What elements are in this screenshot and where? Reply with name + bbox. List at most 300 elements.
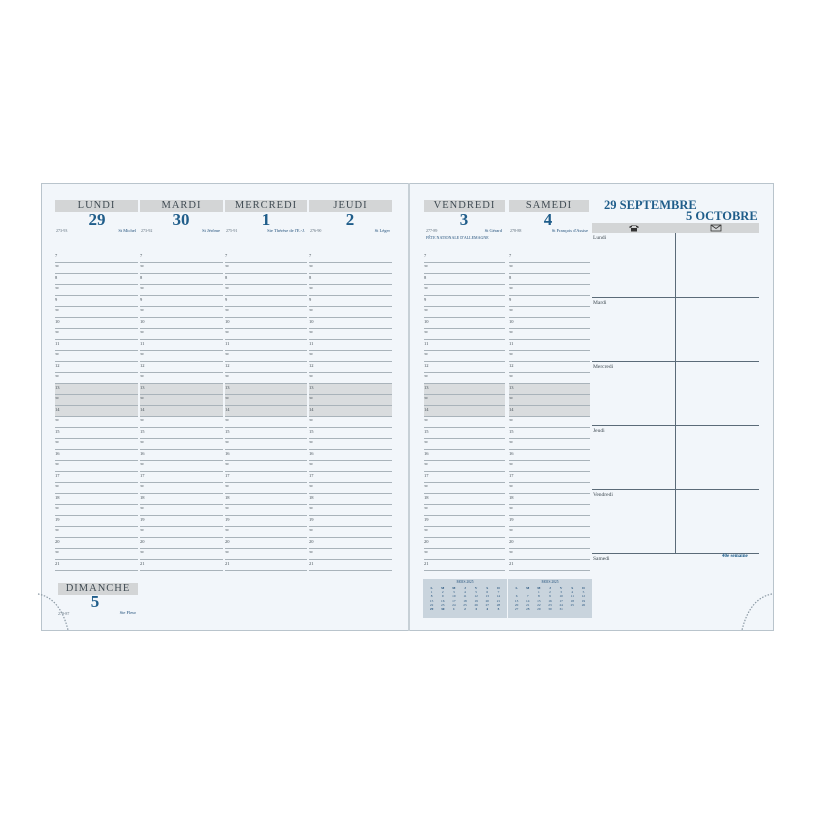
- hour-grid-saturday: [509, 252, 590, 571]
- hour-row[interactable]: [55, 472, 138, 483]
- hour-row[interactable]: [424, 395, 505, 406]
- mini-calendar-cell: 11: [463, 594, 467, 599]
- mini-calendar-cell: 14: [526, 598, 530, 603]
- hour-label: 8: [55, 275, 58, 280]
- hour-row[interactable]: [140, 483, 223, 494]
- hour-row[interactable]: [55, 450, 138, 461]
- mini-calendar-cell: 3: [475, 606, 477, 611]
- mini-calendar-row: [426, 607, 504, 611]
- hour-row[interactable]: [225, 494, 307, 505]
- day-code: 278-88: [510, 228, 522, 233]
- hour-row[interactable]: [424, 461, 505, 472]
- hour-row[interactable]: [509, 384, 590, 395]
- hour-row[interactable]: [509, 527, 590, 538]
- hour-label: 7: [55, 253, 58, 258]
- hour-row[interactable]: [309, 373, 392, 384]
- hour-label: 30: [55, 484, 59, 488]
- hour-row[interactable]: [140, 505, 223, 516]
- hour-row[interactable]: [509, 395, 590, 406]
- hour-row[interactable]: [424, 329, 505, 340]
- hour-row[interactable]: [55, 340, 138, 351]
- hour-row[interactable]: [55, 516, 138, 527]
- hour-label: 30: [225, 374, 229, 378]
- hour-row[interactable]: [140, 252, 223, 263]
- hour-row[interactable]: [140, 318, 223, 329]
- hour-label: 19: [509, 517, 514, 522]
- week-number: 40e semaine: [722, 554, 748, 559]
- hour-label: 16: [55, 451, 60, 456]
- hour-row[interactable]: [225, 263, 307, 274]
- hour-label: 30: [309, 484, 313, 488]
- hour-row[interactable]: [140, 439, 223, 450]
- hour-row[interactable]: [424, 505, 505, 516]
- hour-label: 14: [309, 407, 314, 412]
- hour-row[interactable]: [424, 527, 505, 538]
- day-code: 276-90: [310, 228, 322, 233]
- hour-row[interactable]: [225, 527, 307, 538]
- hour-row[interactable]: [225, 395, 307, 406]
- mini-calendar-cell: 4: [571, 590, 574, 595]
- hour-row[interactable]: [225, 373, 307, 384]
- hour-label: 30: [55, 352, 59, 356]
- hour-row[interactable]: [424, 549, 505, 560]
- hour-row[interactable]: [55, 406, 138, 417]
- hour-row[interactable]: [309, 274, 392, 285]
- hour-row[interactable]: [509, 505, 590, 516]
- hour-row[interactable]: [309, 252, 392, 263]
- hour-row[interactable]: [225, 274, 307, 285]
- mini-calendar-cell: M: [441, 586, 445, 590]
- hour-label: 12: [55, 363, 60, 368]
- hour-row[interactable]: [509, 538, 590, 549]
- hour-label: 10: [509, 319, 514, 324]
- hour-row[interactable]: [309, 351, 392, 362]
- holiday-label: FÊTE NATIONALE D'ALLEMAGNE: [426, 235, 489, 240]
- hour-label: 30: [225, 550, 229, 554]
- hour-label: 30: [225, 330, 229, 334]
- mini-calendar-cell: 24: [559, 602, 563, 607]
- hour-row[interactable]: [225, 307, 307, 318]
- hour-row[interactable]: [55, 296, 138, 307]
- hour-label: 19: [424, 517, 429, 522]
- hour-row[interactable]: [309, 307, 392, 318]
- hour-row[interactable]: [140, 362, 223, 373]
- hour-label: 30: [55, 264, 59, 268]
- hour-label: 30: [424, 352, 428, 356]
- hour-row[interactable]: [424, 560, 505, 571]
- hour-row[interactable]: [424, 516, 505, 527]
- mini-calendar-cell: 15: [537, 598, 541, 603]
- hour-row[interactable]: [509, 340, 590, 351]
- mini-calendar-cell: 28: [526, 606, 530, 611]
- hour-label: 21: [509, 561, 514, 566]
- hour-label: 30: [309, 374, 313, 378]
- hour-row[interactable]: [424, 263, 505, 274]
- hour-row[interactable]: [509, 461, 590, 472]
- hour-grid-wednesday: [225, 252, 307, 571]
- hour-row[interactable]: [55, 417, 138, 428]
- hour-label: 17: [309, 473, 314, 478]
- mini-calendar-cell: 10: [559, 594, 563, 599]
- saint-name: Ste Thérèse de l'E.-J.: [267, 228, 305, 233]
- hour-label: 30: [509, 528, 513, 532]
- hour-label: 30: [140, 374, 144, 378]
- hour-row[interactable]: [309, 296, 392, 307]
- hour-row[interactable]: [424, 252, 505, 263]
- hour-row[interactable]: [225, 329, 307, 340]
- hour-row[interactable]: [225, 351, 307, 362]
- hour-label: 11: [309, 341, 314, 346]
- hour-row[interactable]: [509, 472, 590, 483]
- hour-label: 12: [309, 363, 314, 368]
- hour-row[interactable]: [424, 362, 505, 373]
- hour-row[interactable]: [140, 450, 223, 461]
- hour-row[interactable]: [55, 252, 138, 263]
- hour-label: 11: [140, 341, 145, 346]
- hour-label: 30: [424, 374, 428, 378]
- hour-label: 30: [225, 528, 229, 532]
- hour-row[interactable]: [225, 417, 307, 428]
- hour-row[interactable]: [424, 428, 505, 439]
- hour-row[interactable]: [424, 439, 505, 450]
- hour-row[interactable]: [509, 252, 590, 263]
- week-day-label: Mardi: [593, 300, 607, 306]
- hour-label: 16: [140, 451, 145, 456]
- hour-row[interactable]: [509, 417, 590, 428]
- hour-row[interactable]: [225, 483, 307, 494]
- hour-row[interactable]: [424, 494, 505, 505]
- hour-row[interactable]: [424, 450, 505, 461]
- hour-label: 13: [424, 385, 429, 390]
- hour-row[interactable]: [140, 285, 223, 296]
- hour-row[interactable]: [140, 494, 223, 505]
- mini-calendar-cell: [578, 607, 589, 611]
- hour-label: 9: [509, 297, 512, 302]
- hour-row[interactable]: [140, 274, 223, 285]
- hour-label: 16: [509, 451, 514, 456]
- hour-row[interactable]: [509, 362, 590, 373]
- mini-calendar-cell: 22: [537, 602, 541, 607]
- hour-row[interactable]: [424, 483, 505, 494]
- hour-label: 30: [225, 308, 229, 312]
- hour-row[interactable]: [140, 461, 223, 472]
- mini-calendar-cell: 6: [486, 590, 489, 595]
- hour-row[interactable]: [509, 494, 590, 505]
- hour-row[interactable]: [225, 516, 307, 527]
- hour-row[interactable]: [55, 274, 138, 285]
- hour-row[interactable]: [140, 406, 223, 417]
- hour-label: 21: [309, 561, 314, 566]
- hour-row[interactable]: [509, 560, 590, 571]
- mini-calendar-cell: 3: [560, 590, 562, 595]
- hour-row[interactable]: [140, 560, 223, 571]
- hour-row[interactable]: [225, 505, 307, 516]
- hour-row[interactable]: [509, 296, 590, 307]
- hour-label: 30: [509, 330, 513, 334]
- hour-row[interactable]: [55, 373, 138, 384]
- mini-calendar-cell: 5: [497, 606, 500, 611]
- hour-row[interactable]: [424, 373, 505, 384]
- hour-row[interactable]: [225, 318, 307, 329]
- week-day-label: Mercredi: [593, 364, 614, 370]
- hour-row[interactable]: [140, 516, 223, 527]
- hour-label: 30: [424, 286, 428, 290]
- mini-calendar-cell: 27: [514, 606, 519, 611]
- mini-calendar-cell: 5: [582, 590, 585, 595]
- hour-row[interactable]: [225, 406, 307, 417]
- hour-grid-friday: [424, 252, 505, 571]
- hour-row[interactable]: [225, 384, 307, 395]
- hour-row[interactable]: [509, 483, 590, 494]
- hour-label: 30: [225, 286, 229, 290]
- hour-row[interactable]: [140, 340, 223, 351]
- hour-row[interactable]: [55, 263, 138, 274]
- hour-row[interactable]: [140, 351, 223, 362]
- hour-row[interactable]: [225, 296, 307, 307]
- hour-label: 20: [55, 539, 60, 544]
- hour-label: 10: [225, 319, 230, 324]
- mini-calendar-cell: 2: [464, 606, 466, 611]
- hour-row[interactable]: [309, 395, 392, 406]
- hour-row[interactable]: [509, 516, 590, 527]
- mini-calendar-cell: 28: [496, 602, 501, 607]
- hour-row[interactable]: [309, 450, 392, 461]
- hour-row[interactable]: [55, 384, 138, 395]
- hour-row[interactable]: [55, 549, 138, 560]
- day-header-monday: LUNDI: [55, 200, 138, 212]
- hour-row[interactable]: [55, 362, 138, 373]
- hour-label: 11: [55, 341, 60, 346]
- hour-label: 30: [309, 330, 313, 334]
- hour-row[interactable]: [140, 428, 223, 439]
- hour-label: 15: [424, 429, 429, 434]
- mini-calendar-cell: 4: [486, 606, 489, 611]
- hour-row[interactable]: [140, 307, 223, 318]
- hour-row[interactable]: [309, 417, 392, 428]
- hour-row[interactable]: [509, 406, 590, 417]
- mini-calendar-cell: D: [582, 586, 585, 590]
- hour-label: 18: [140, 495, 145, 500]
- mini-calendar-cell: S: [571, 586, 574, 590]
- hour-row[interactable]: [140, 549, 223, 560]
- hour-row[interactable]: [55, 351, 138, 362]
- hour-row[interactable]: [424, 340, 505, 351]
- hour-label: 30: [225, 396, 229, 400]
- hour-row[interactable]: [309, 538, 392, 549]
- hour-row[interactable]: [309, 428, 392, 439]
- hour-row[interactable]: [309, 362, 392, 373]
- hour-row[interactable]: [509, 373, 590, 384]
- hour-row[interactable]: [509, 549, 590, 560]
- hour-label: 18: [309, 495, 314, 500]
- hour-row[interactable]: [225, 461, 307, 472]
- hour-label: 18: [225, 495, 230, 500]
- hour-row[interactable]: [140, 538, 223, 549]
- saint-name: St Léger: [374, 228, 390, 233]
- hour-label: 30: [424, 418, 428, 422]
- hour-row[interactable]: [55, 538, 138, 549]
- hour-label: 30: [225, 440, 229, 444]
- mini-calendar-row: [511, 607, 589, 611]
- hour-row[interactable]: [225, 560, 307, 571]
- hour-row[interactable]: [140, 373, 223, 384]
- hour-row[interactable]: [424, 274, 505, 285]
- saint-name: St François d'Assise: [551, 228, 588, 233]
- hour-label: 30: [424, 550, 428, 554]
- hour-row[interactable]: [140, 527, 223, 538]
- hour-row[interactable]: [225, 285, 307, 296]
- hour-row[interactable]: [225, 549, 307, 560]
- hour-row[interactable]: [309, 505, 392, 516]
- hour-row[interactable]: [225, 428, 307, 439]
- hour-label: 30: [424, 330, 428, 334]
- hour-row[interactable]: [509, 450, 590, 461]
- hour-row[interactable]: [55, 527, 138, 538]
- hour-row[interactable]: [55, 439, 138, 450]
- hour-row[interactable]: [424, 307, 505, 318]
- hour-label: 30: [309, 264, 313, 268]
- week-title-end: 5 OCTOBRE: [686, 209, 758, 223]
- hour-row[interactable]: [509, 318, 590, 329]
- hour-row[interactable]: [509, 307, 590, 318]
- hour-row[interactable]: [309, 560, 392, 571]
- hour-label: 30: [140, 528, 144, 532]
- hour-label: 30: [309, 418, 313, 422]
- hour-row[interactable]: [424, 296, 505, 307]
- hour-row[interactable]: [424, 351, 505, 362]
- hour-row[interactable]: [55, 395, 138, 406]
- hour-label: 30: [509, 550, 513, 554]
- week-day-label: Jeudi: [593, 428, 605, 434]
- day-header-sunday: DIMANCHE: [58, 583, 138, 595]
- hour-label: 14: [424, 407, 429, 412]
- hour-row[interactable]: [140, 417, 223, 428]
- hour-label: 12: [140, 363, 145, 368]
- mini-calendar-cell: 19: [474, 598, 478, 603]
- hour-row[interactable]: [309, 494, 392, 505]
- hour-label: 8: [309, 275, 312, 280]
- hour-row[interactable]: [309, 549, 392, 560]
- hour-row[interactable]: [509, 439, 590, 450]
- hour-label: 15: [309, 429, 314, 434]
- hour-row[interactable]: [225, 340, 307, 351]
- hour-row[interactable]: [509, 428, 590, 439]
- hour-row[interactable]: [55, 329, 138, 340]
- hour-label: 30: [55, 418, 59, 422]
- hour-row[interactable]: [309, 472, 392, 483]
- saint-name: St Jérôme: [202, 228, 220, 233]
- hour-row[interactable]: [424, 384, 505, 395]
- hour-row[interactable]: [225, 538, 307, 549]
- hour-row[interactable]: [309, 329, 392, 340]
- hour-row[interactable]: [309, 340, 392, 351]
- hour-label: 13: [140, 385, 145, 390]
- hour-label: 30: [309, 462, 313, 466]
- hour-label: 8: [509, 275, 512, 280]
- hour-row[interactable]: [309, 318, 392, 329]
- hour-row[interactable]: [309, 516, 392, 527]
- mini-calendar-cell: 1: [538, 590, 540, 595]
- hour-row[interactable]: [140, 395, 223, 406]
- hour-row[interactable]: [309, 527, 392, 538]
- hour-label: 30: [424, 396, 428, 400]
- hour-row[interactable]: [309, 439, 392, 450]
- hour-label: 19: [225, 517, 230, 522]
- hour-label: 30: [55, 440, 59, 444]
- hour-row[interactable]: [509, 285, 590, 296]
- hour-label: 10: [424, 319, 429, 324]
- hour-row[interactable]: [55, 318, 138, 329]
- hour-row[interactable]: [55, 494, 138, 505]
- hour-row[interactable]: [55, 560, 138, 571]
- hour-row[interactable]: [424, 538, 505, 549]
- hour-row[interactable]: [55, 505, 138, 516]
- hour-row[interactable]: [509, 274, 590, 285]
- hour-row[interactable]: [424, 406, 505, 417]
- hour-label: 30: [55, 550, 59, 554]
- hour-grid-monday: [55, 252, 138, 571]
- hour-label: 30: [509, 374, 513, 378]
- hour-label: 30: [140, 418, 144, 422]
- day-number-wednesday: 1: [261, 210, 271, 229]
- hour-row[interactable]: [225, 450, 307, 461]
- hour-row[interactable]: [309, 285, 392, 296]
- hour-label: 10: [55, 319, 60, 324]
- mini-calendar-cell: 12: [581, 594, 586, 599]
- hour-row[interactable]: [424, 285, 505, 296]
- hour-row[interactable]: [225, 439, 307, 450]
- hour-label: 13: [509, 385, 514, 390]
- hour-row[interactable]: [309, 406, 392, 417]
- hour-row[interactable]: [225, 362, 307, 373]
- hour-label: 18: [509, 495, 514, 500]
- hour-row[interactable]: [55, 307, 138, 318]
- hour-label: 7: [509, 253, 512, 258]
- hour-row[interactable]: [309, 483, 392, 494]
- hour-row[interactable]: [225, 252, 307, 263]
- hour-row[interactable]: [140, 329, 223, 340]
- hour-row[interactable]: [309, 384, 392, 395]
- saint-name: Ste Fleur: [119, 610, 136, 615]
- mini-calendar-cell: L: [430, 586, 433, 590]
- hour-row[interactable]: [55, 483, 138, 494]
- hour-row[interactable]: [55, 285, 138, 296]
- hour-label: 16: [225, 451, 230, 456]
- hour-row[interactable]: [424, 318, 505, 329]
- hour-row[interactable]: [140, 472, 223, 483]
- mini-calendar-cell: 30: [441, 606, 445, 611]
- hour-label: 11: [509, 341, 514, 346]
- hour-row[interactable]: [140, 296, 223, 307]
- hour-row[interactable]: [509, 263, 590, 274]
- hour-label: 15: [55, 429, 60, 434]
- hour-row[interactable]: [140, 263, 223, 274]
- mini-calendar-cell: L: [515, 586, 518, 590]
- hour-row[interactable]: [55, 428, 138, 439]
- hour-row[interactable]: [55, 461, 138, 472]
- day-header-saturday: SAMEDI: [509, 200, 589, 212]
- hour-row[interactable]: [509, 351, 590, 362]
- hour-row[interactable]: [509, 329, 590, 340]
- hour-row[interactable]: [309, 461, 392, 472]
- hour-row[interactable]: [424, 417, 505, 428]
- hour-label: 12: [509, 363, 514, 368]
- mini-calendar-grid: [426, 586, 504, 611]
- hour-row[interactable]: [140, 384, 223, 395]
- hour-row[interactable]: [424, 472, 505, 483]
- hour-row[interactable]: [309, 263, 392, 274]
- hour-row[interactable]: [225, 472, 307, 483]
